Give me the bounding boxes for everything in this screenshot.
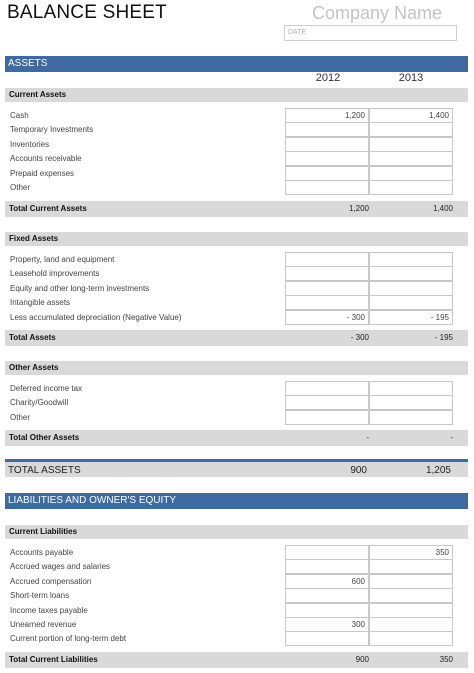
fixed-assets-row-value-2012[interactable] — [285, 252, 369, 267]
total-assets-value-2012: 900 — [350, 465, 367, 476]
year-1-header: 2012 — [315, 72, 341, 84]
current-liabilities-row-value-2012[interactable] — [285, 588, 369, 603]
other-assets-row-value-2013[interactable] — [369, 410, 453, 425]
other-assets-row-label: Charity/Goodwill — [10, 398, 69, 408]
current-assets-row-value-2013[interactable]: 1,400 — [369, 108, 453, 123]
current-assets-row-value-2013[interactable] — [369, 151, 453, 166]
other-assets-total-value-2013: - — [450, 433, 453, 442]
current-liabilities-row-label: Accrued wages and salaries — [10, 562, 111, 572]
fixed-assets-heading: Fixed Assets — [5, 232, 468, 246]
current-liabilities-total-value-2012: 900 — [355, 655, 369, 664]
current-assets-total-value-2013: 1,400 — [432, 204, 453, 213]
current-liabilities-row-value-2012[interactable] — [285, 559, 369, 574]
current-liabilities-row-label: Unearned revenue — [10, 620, 77, 629]
fixed-assets-row-label: Less accumulated depreciation (Negative Value) — [10, 312, 182, 322]
current-liabilities-total-label: Total Current Liabilities — [9, 655, 98, 664]
current-assets-row-label: Accounts receivable — [10, 154, 82, 164]
fixed-assets-row-value-2012[interactable] — [285, 266, 369, 281]
current-liabilities-row-label: Short-term loans — [10, 591, 70, 601]
current-assets-row-value-2013[interactable] — [369, 137, 453, 152]
current-assets-row-value-2012[interactable] — [285, 166, 369, 181]
fixed-assets-row-label: Property, land and equipment — [10, 255, 115, 264]
current-liabilities-row-value-2013[interactable] — [369, 559, 453, 574]
current-liabilities-row-value-2012[interactable]: 300 — [285, 617, 369, 632]
fixed-assets-total-label: Total Assets — [9, 333, 56, 342]
current-liabilities-total-row — [5, 652, 468, 668]
current-liabilities-row-value-2012[interactable] — [285, 631, 369, 646]
other-assets-row-label: Deferred income tax — [10, 384, 83, 393]
fixed-assets-row-value-2012[interactable] — [285, 295, 369, 310]
fixed-assets-total-value-2012: - 300 — [350, 333, 369, 342]
current-liabilities-row-value-2013[interactable] — [369, 617, 453, 632]
total-assets-label: TOTAL ASSETS — [8, 465, 81, 476]
current-liabilities-row-label: Accrued compensation — [10, 576, 92, 586]
fixed-assets-row-label: Leasehold improvements — [10, 269, 100, 279]
other-assets-total-value-2012: - — [366, 433, 369, 442]
current-assets-row-label: Prepaid expenses — [10, 168, 75, 178]
current-assets-row-label: Cash — [10, 111, 29, 120]
date-field[interactable]: DATE — [284, 25, 457, 41]
fixed-assets-total-row — [5, 330, 468, 346]
fixed-assets-row-label: Intangible assets — [10, 298, 71, 308]
current-assets-row-value-2012[interactable] — [285, 137, 369, 152]
current-assets-row-value-2012[interactable] — [285, 122, 369, 137]
company-name[interactable]: Company Name — [312, 3, 443, 23]
current-liabilities-row-value-2013[interactable] — [369, 574, 453, 589]
current-assets-row-value-2012[interactable] — [285, 180, 369, 195]
total-assets-row — [5, 459, 468, 477]
current-assets-row-label: Temporary Investments — [10, 125, 94, 135]
current-liabilities-row-value-2013[interactable] — [369, 631, 453, 646]
total-assets-value-2013: 1,205 — [425, 465, 451, 476]
current-liabilities-row-label: Current portion of long-term debt — [10, 634, 127, 644]
current-assets-total-value-2012: 1,200 — [348, 204, 369, 213]
current-assets-row-label: Inventories — [10, 139, 50, 149]
current-liabilities-row-label: Accounts payable — [10, 548, 74, 557]
current-assets-heading: Current Assets — [5, 88, 468, 102]
other-assets-row-value-2012[interactable] — [285, 395, 369, 410]
fixed-assets-row-value-2013[interactable] — [369, 281, 453, 296]
liabilities-band: LIABILITIES AND OWNER'S EQUITY — [5, 493, 468, 509]
fixed-assets-row-label: Equity and other long-term investments — [10, 283, 150, 293]
other-assets-heading: Other Assets — [5, 361, 468, 375]
fixed-assets-row-value-2012[interactable] — [285, 281, 369, 296]
other-assets-row-label: Other — [10, 412, 31, 422]
fixed-assets-row-value-2013[interactable]: - 195 — [369, 310, 453, 325]
fixed-assets-row-value-2013[interactable] — [369, 266, 453, 281]
current-assets-row-value-2012[interactable]: 1,200 — [285, 108, 369, 123]
current-liabilities-row-value-2013[interactable] — [369, 603, 453, 618]
current-liabilities-row-value-2012[interactable] — [285, 603, 369, 618]
other-assets-row-value-2013[interactable] — [369, 381, 453, 396]
current-liabilities-heading: Current Liabilities — [5, 525, 468, 539]
other-assets-total-label: Total Other Assets — [9, 433, 80, 442]
current-liabilities-total-value-2013: 350 — [439, 655, 453, 664]
current-assets-row-value-2013[interactable] — [369, 180, 453, 195]
current-assets-row-label: Other — [10, 183, 31, 192]
other-assets-row-value-2013[interactable] — [369, 395, 453, 410]
current-assets-row-value-2012[interactable] — [285, 151, 369, 166]
current-liabilities-row-value-2012[interactable] — [285, 545, 369, 560]
year-2-header: 2013 — [398, 72, 424, 84]
other-assets-row-value-2012[interactable] — [285, 410, 369, 425]
other-assets-row-value-2012[interactable] — [285, 381, 369, 396]
current-assets-row-value-2013[interactable] — [369, 166, 453, 181]
fixed-assets-row-value-2013[interactable] — [369, 295, 453, 310]
assets-band: ASSETS — [5, 56, 468, 72]
other-assets-total-row — [5, 430, 468, 446]
fixed-assets-row-value-2012[interactable]: - 300 — [285, 310, 369, 325]
current-liabilities-row-value-2012[interactable]: 600 — [285, 574, 369, 589]
fixed-assets-total-value-2013: - 195 — [434, 333, 453, 342]
current-assets-total-label: Total Current Assets — [9, 204, 87, 213]
fixed-assets-row-value-2013[interactable] — [369, 252, 453, 267]
current-liabilities-row-value-2013[interactable] — [369, 588, 453, 603]
page-title: BALANCE SHEET — [7, 2, 167, 23]
current-liabilities-row-label: Income taxes payable — [10, 605, 88, 615]
current-assets-total-row — [5, 201, 468, 217]
current-assets-row-value-2013[interactable] — [369, 122, 453, 137]
current-liabilities-row-value-2013[interactable]: 350 — [369, 545, 453, 560]
